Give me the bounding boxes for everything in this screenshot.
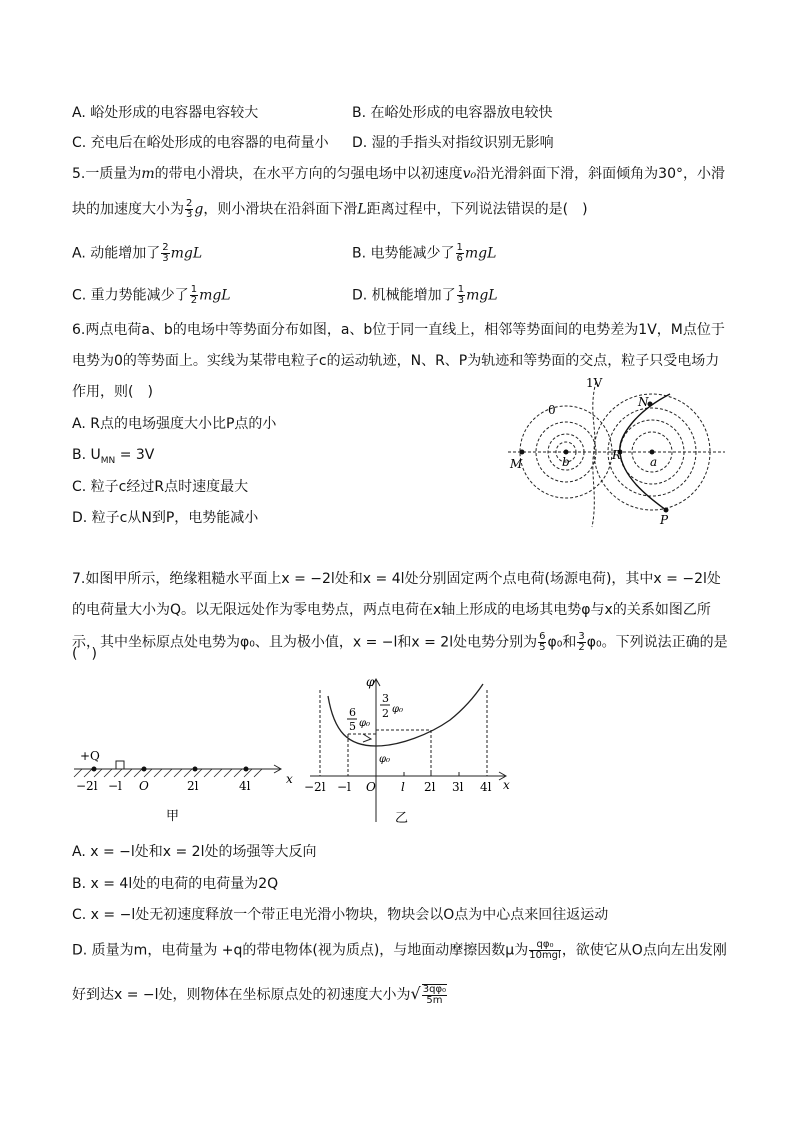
svg-text:2: 2 (382, 707, 389, 720)
svg-text:M: M (510, 457, 523, 471)
svg-text:乙: 乙 (395, 811, 409, 826)
svg-text:−2l: −2l (304, 780, 326, 794)
q7-stem-line3: 示，其中坐标原点处电势为φ₀、且为极小值，x = −l和x = 2l处电势分别为 $\frac{6}{5}$ φ₀和 $\frac{3}{2}$ φ₀。下列说法正确的是 (72, 631, 728, 653)
q6-stem-line1: 6.两点电荷a、b的电场中等势面分布如图，a、b位于同一直线上，相邻等势面间的电势差为1V，M点位于 (72, 322, 725, 338)
svg-text:O: O (139, 779, 149, 793)
q4-option-a: A. 峪处形成的电容器电容较大 (72, 105, 259, 121)
equipotential-figure (500, 372, 730, 532)
svg-text:x: x (503, 778, 510, 792)
svg-text:6: 6 (349, 706, 356, 719)
q5-option-b: B. 电势能减少了 $\frac{1}{6}$ mgL (352, 242, 497, 264)
svg-text:l: l (401, 780, 405, 794)
svg-text:4l: 4l (480, 780, 492, 794)
svg-text:2l: 2l (424, 780, 436, 794)
q7-stem-line4: ( ) (72, 646, 97, 662)
q5-option-c: C. 重力势能减少了 $\frac{1}{2}$ mgL (72, 284, 231, 306)
q6-option-a: A. R点的电场强度大小比P点的小 (72, 416, 277, 432)
svg-text:x: x (286, 772, 293, 786)
svg-text:a: a (650, 455, 658, 469)
q4-option-c: C. 充电后在峪处形成的电容器的电荷量小 (72, 135, 329, 151)
svg-text:φ: φ (366, 675, 375, 689)
q5-option-a: A. 动能增加了 $\frac{2}{3}$ mgL (72, 242, 203, 264)
q4-option-d: D. 湿的手指头对指纹识别无影响 (352, 135, 554, 151)
fig6-label-zero: 0 (548, 403, 556, 417)
svg-text:−l: −l (337, 780, 351, 794)
q6-option-d: D. 粒子c从N到P，电势能减小 (72, 510, 259, 526)
figure-jia (68, 740, 304, 830)
q7-stem-line1: 7.如图甲所示，绝缘粗糙水平面上x = −2l处和x = 4l处分别固定两个点电荷(场源电荷)，其中x = −2l处 (72, 571, 721, 587)
q4-option-b: B. 在峪处形成的电容器放电较快 (352, 105, 553, 121)
svg-text:N: N (638, 395, 649, 409)
svg-text:P: P (660, 513, 669, 527)
svg-text:−2l: −2l (76, 779, 98, 793)
q6-stem-line3: 作用，则( ) (72, 384, 153, 400)
q7-option-d-line2: 好到达x = −l处，则物体在坐标原点处的初速度大小为√ $\frac{\text{3qφ₀}}{5m}$ (72, 984, 447, 1006)
svg-text:甲: 甲 (166, 809, 180, 824)
svg-text:3: 3 (382, 692, 389, 705)
svg-text:−l: −l (108, 779, 122, 793)
svg-text:O: O (366, 780, 376, 794)
svg-text:φ₀: φ₀ (392, 704, 404, 715)
svg-text:5: 5 (349, 720, 356, 733)
q7-option-c: C. x = −l处无初速度释放一个带正电光滑小物块，物块会以O点为中心点来回往返运动 (72, 907, 609, 923)
q7-stem-line2: 的电荷量大小为Q。以无限远处作为零电势点，两点电荷在x轴上形成的电场其电势φ与x的关系如图乙所 (72, 602, 711, 618)
q6-option-c: C. 粒子c经过R点时速度最大 (72, 479, 249, 495)
svg-text:+Q: +Q (80, 749, 100, 763)
q7-option-d-line1: D. 质量为m，电荷量为 +q的带电物体(视为质点)，与地面动摩擦因数μ为 $\frac{\text{qφ₀}}{\text{10mgl}}$ ，欲使它从O点向左出发刚 (72, 939, 727, 961)
q5-stem-line1: 5.一质量为m的带电小滑块，在水平方向的匀强电场中以初速度v₀沿光滑斜面下滑，斜面倾角为30°，小滑 (72, 166, 725, 182)
fig6-label-1v: 1V (586, 376, 603, 390)
q6-option-b: B. $U_{MN} = 3V$ (72, 447, 155, 466)
figure-yi (300, 672, 520, 832)
q6-stem-line2: 电势为0的等势面上。实线为某带电粒子c的运动轨迹，N、R、P为轨迹和等势面的交点，粒子只受电场力 (72, 353, 720, 369)
svg-text:2l: 2l (187, 779, 199, 793)
svg-text:φ₀: φ₀ (359, 718, 371, 729)
svg-text:3l: 3l (452, 780, 464, 794)
svg-text:φ₀: φ₀ (379, 754, 391, 765)
svg-text:R: R (612, 448, 622, 462)
svg-text:4l: 4l (239, 779, 251, 793)
q5-option-d: D. 机械能增加了 $\frac{1}{3}$ mgL (352, 284, 498, 306)
svg-text:b: b (562, 455, 570, 469)
q5-stem-line2: 块的加速度大小为 $\frac{2}{3}$ g，则小滑块在沿斜面下滑L距离过程中，下列说法错误的是( ) (72, 198, 588, 220)
q7-option-b: B. x = 4l处的电荷的电荷量为2Q (72, 876, 279, 892)
q7-option-a: A. x = −l处和x = 2l处的场强等大反向 (72, 844, 317, 860)
